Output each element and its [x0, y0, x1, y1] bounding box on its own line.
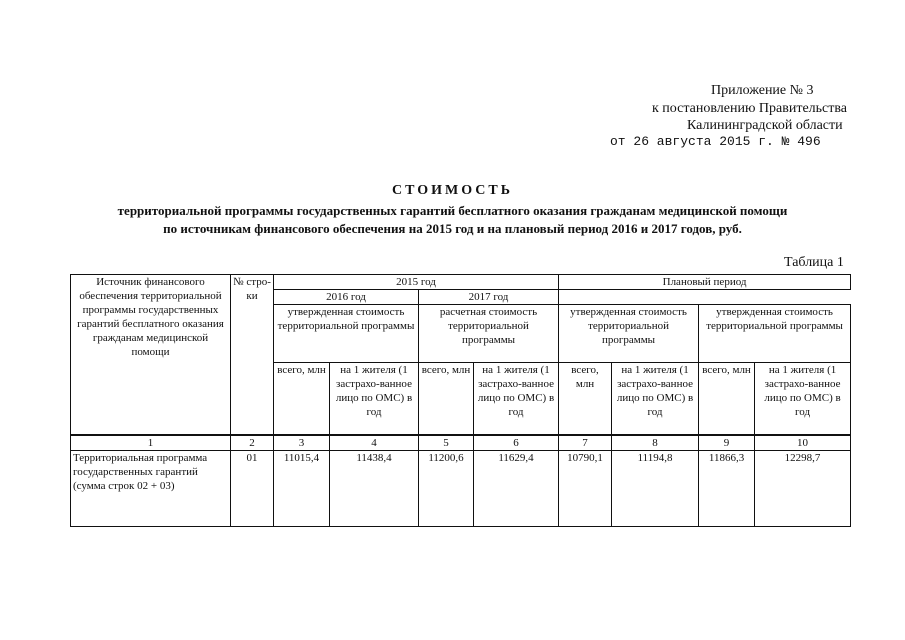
header-row-number: № стро-ки	[231, 275, 274, 435]
column-number: 7	[559, 435, 612, 451]
header-2016-per-resident: на 1 жителя (1 застрахо-ванное лицо по ОМС) в год	[612, 363, 699, 435]
header-2016-total: всего, млн	[559, 363, 612, 435]
header-planned-period: Плановый период	[559, 275, 851, 290]
header-2015-approved-total: всего, млн	[274, 363, 330, 435]
value-2015-approved-per-resident: 11438,4	[330, 450, 419, 526]
header-year-2017: 2017 год	[419, 290, 559, 305]
header-source: Источник финансового обеспечения территориальной программы государственных гарантий бесплатного оказания гражданам медицинской помощи	[71, 275, 231, 435]
cost-table	[70, 274, 851, 527]
column-number: 6	[474, 435, 559, 451]
header-2017-total: всего, млн	[699, 363, 755, 435]
document-title: СТОИМОСТЬ	[391, 183, 514, 198]
header-year-2015: 2015 год	[274, 275, 559, 290]
header-year-2016: 2016 год	[274, 290, 419, 305]
value-2015-approved-total: 11015,4	[274, 450, 330, 526]
row-source: Территориальная программа государственных гарантий (сумма строк 02 + 03)	[71, 450, 231, 526]
table-caption: Таблица 1	[784, 255, 844, 270]
column-number: 5	[419, 435, 474, 451]
document-subtitle-line1: территориальной программы государственных гарантий бесплатного оказания гражданам медицинской помощи	[117, 203, 788, 218]
value-2015-calculated-per-resident: 11629,4	[474, 450, 559, 526]
value-2017-total: 11866,3	[699, 450, 755, 526]
header-2015-approved-per-resident: на 1 жителя (1 застрахо-ванное лицо по ОМС) в год	[330, 363, 419, 435]
appendix-number: Приложение № 3	[711, 83, 814, 98]
row-number: 01	[231, 450, 274, 526]
value-2016-total: 10790,1	[559, 450, 612, 526]
header-2015-calculated-cost: расчетная стоимость территориальной программы	[419, 305, 559, 363]
column-number: 2	[231, 435, 274, 451]
value-2017-per-resident: 12298,7	[755, 450, 851, 526]
column-number: 3	[274, 435, 330, 451]
column-number: 9	[699, 435, 755, 451]
column-number: 4	[330, 435, 419, 451]
header-2015-approved-cost: утвержденная стоимость территориальной программы	[274, 305, 419, 363]
header-2015-calculated-total: всего, млн	[419, 363, 474, 435]
value-2016-per-resident: 11194,8	[612, 450, 699, 526]
header-2016-approved-cost: утвержденная стоимость территориальной программы	[559, 305, 699, 363]
table-row	[71, 450, 851, 526]
appendix-reference: к постановлению Правительства	[652, 101, 848, 116]
header-2015-calculated-per-resident: на 1 жителя (1 застрахо-ванное лицо по ОМС) в год	[474, 363, 559, 435]
header-2017-approved-cost: утвержденная стоимость территориальной программы	[699, 305, 851, 363]
column-number: 10	[755, 435, 851, 451]
appendix-region: Калининградской области	[687, 118, 843, 133]
document-subtitle-line2: по источникам финансового обеспечения на 2015 год и на плановый период 2016 и 2017 годов, руб.	[163, 221, 742, 236]
header-2017-per-resident: на 1 жителя (1 застрахо-ванное лицо по ОМС) в год	[755, 363, 851, 435]
column-number: 1	[71, 435, 231, 451]
column-number: 8	[612, 435, 699, 451]
appendix-date: от 26 августа 2015 г. № 496	[610, 134, 821, 149]
value-2015-calculated-total: 11200,6	[419, 450, 474, 526]
